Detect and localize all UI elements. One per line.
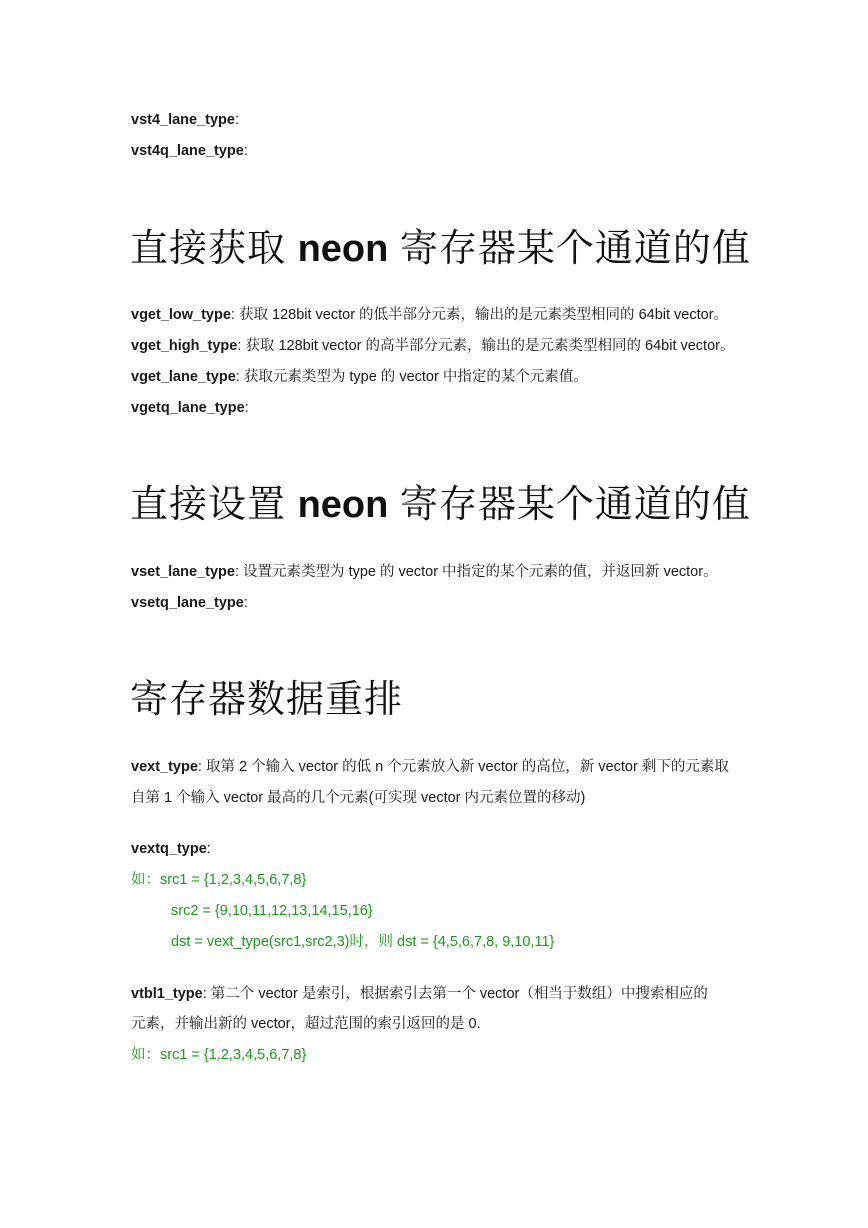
entry-vtbl1-line1: [131, 984, 708, 1004]
function-name: vsetq_lane_type: [131, 595, 244, 611]
colon: :: [243, 143, 248, 159]
colon: :: [206, 841, 211, 857]
function-description: 获取元素类型为 type 的 vector 中指定的某个元素值。: [239, 369, 588, 385]
function-name: vgetq_lane_type: [131, 400, 245, 416]
entry-vget-low: [131, 305, 728, 325]
entry-vtbl1-line2: [131, 1014, 481, 1034]
heading-text: 寄存器数据重排: [130, 679, 404, 721]
heading-latin: neon: [297, 484, 389, 526]
example-text: 如：src1 = {1,2,3,4,5,6,7,8}: [131, 1047, 307, 1063]
heading-suffix: 寄存器某个通道的值: [388, 228, 751, 270]
function-description: 设置元素类型为 type 的 vector 中指定的某个元素的值，并返回新 vector。: [239, 564, 718, 580]
example-line: [131, 1045, 306, 1065]
colon: :: [234, 112, 240, 128]
function-description: 获取 128bit vector 的低半部分元素，输出的是元素类型相同的 64bit vector。: [234, 307, 729, 323]
function-name: vextq_type: [131, 841, 207, 857]
heading-suffix: 寄存器某个通道的值: [388, 484, 751, 526]
function-name: vst4q_lane_type: [131, 143, 244, 159]
function-description: 元素，并输出新的 vector，超过范围的索引返回的是 0.: [131, 1016, 481, 1032]
colon: :: [243, 595, 248, 611]
colon: :: [237, 338, 242, 354]
example-text: 如：src1 = {1,2,3,4,5,6,7,8}: [131, 872, 307, 888]
colon: :: [234, 564, 240, 580]
example-line: [171, 901, 373, 921]
example-text: src2 = {9,10,11,12,13,14,15,16}: [171, 903, 373, 919]
heading-latin: neon: [297, 228, 389, 270]
heading-prefix: 直接获取: [130, 228, 298, 270]
entry-vst4-lane: [131, 110, 239, 130]
function-name: vst4_lane_type: [131, 112, 235, 128]
example-line: [131, 870, 306, 890]
colon: :: [244, 400, 249, 416]
function-name: vext_type: [131, 759, 198, 775]
colon: :: [202, 986, 207, 1002]
colon: :: [197, 759, 202, 775]
function-name: vtbl1_type: [131, 986, 203, 1002]
colon: :: [230, 307, 235, 323]
entry-vsetq-lane: [131, 593, 248, 613]
section-heading-get-lane: [130, 226, 751, 272]
function-name: vget_low_type: [131, 307, 231, 323]
section-heading-rearrange: [130, 677, 403, 723]
entry-vst4q-lane: [131, 141, 248, 161]
function-name: vget_lane_type: [131, 369, 236, 385]
entry-vset-lane: [131, 562, 718, 582]
function-name: vset_lane_type: [131, 564, 235, 580]
entry-vget-lane: [131, 367, 588, 387]
entry-vext-line2: [131, 788, 585, 808]
example-line: [171, 932, 554, 952]
function-name: vget_high_type: [131, 338, 238, 354]
function-description: 自第 1 个输入 vector 最高的几个元素(可实现 vector 内元素位置的移动): [131, 790, 586, 806]
colon: :: [235, 369, 240, 385]
heading-prefix: 直接设置: [130, 484, 298, 526]
entry-vextq: [131, 839, 211, 859]
function-description: 获取 128bit vector 的高半部分元素，输出的是元素类型相同的 64bit vector。: [241, 338, 735, 354]
example-text: dst = vext_type(src1,src2,3)时，则 dst = {4,5,6,7,8, 9,10,11}: [171, 934, 555, 950]
function-description: 第二个 vector 是索引，根据索引去第一个 vector（相当于数组）中搜索相应的: [206, 986, 708, 1002]
entry-vext-line1: [131, 757, 729, 777]
entry-vget-high: [131, 336, 734, 356]
entry-vgetq-lane: [131, 398, 249, 418]
section-heading-set-lane: [130, 482, 751, 528]
function-description: 取第 2 个输入 vector 的低 n 个元素放入新 vector 的高位，新 vector 剩下的元素取: [201, 759, 729, 775]
